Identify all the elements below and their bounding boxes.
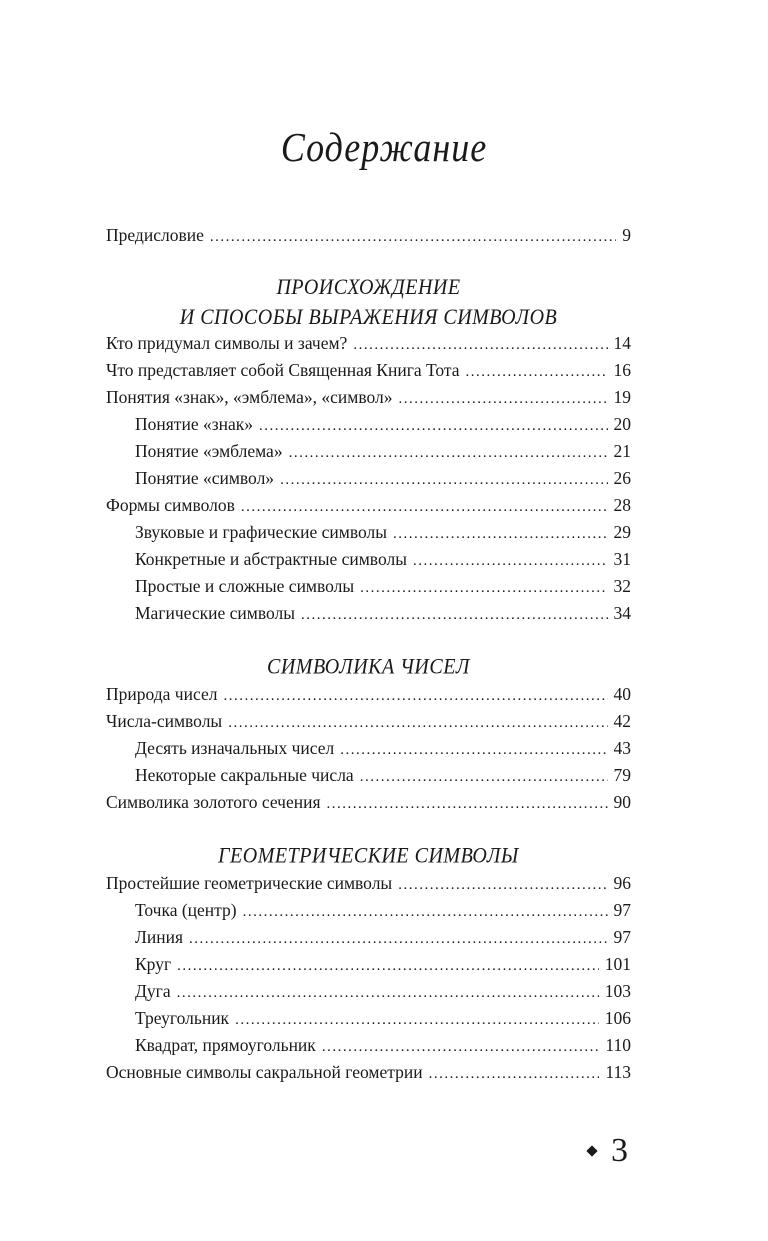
dot-leader <box>322 1034 600 1061</box>
toc-entry[interactable] <box>106 357 631 384</box>
toc-entry-label: Понятие «символ» <box>135 468 275 488</box>
toc-entry-label: Звуковые и графические символы <box>135 522 387 542</box>
toc-subentry[interactable] <box>106 438 631 465</box>
toc-entry-page: 14 <box>613 333 631 353</box>
toc-entry-label: Понятия «знак», «эмблема», «символ» <box>106 387 393 407</box>
dot-leader <box>340 737 607 764</box>
toc-entry[interactable] <box>106 708 631 735</box>
toc-entry-label: Кто придумал символы и зачем? <box>106 333 348 353</box>
toc-entry-label: Дуга <box>135 981 171 1001</box>
toc-subentry[interactable] <box>106 978 631 1005</box>
toc-entry-label: Простейшие геометрические символы <box>106 873 393 893</box>
page-number-value: 3 <box>611 1132 628 1169</box>
toc-entry-label: Природа чисел <box>106 684 218 704</box>
toc-entry-label: Что представляет собой Священная Книга Тота <box>106 360 460 380</box>
toc-entry-label: Точка (центр) <box>135 900 237 920</box>
toc-entry-label: Числа-символы <box>106 711 223 731</box>
toc-entry[interactable] <box>106 681 631 708</box>
toc-entry-label: Квадрат, прямоугольник <box>135 1035 316 1055</box>
dot-leader <box>177 980 599 1007</box>
dot-leader <box>228 710 607 737</box>
toc-entry-label: Основные символы сакральной геометрии <box>106 1062 423 1082</box>
toc-entry-page: 43 <box>613 738 631 758</box>
toc-subentry[interactable] <box>106 411 631 438</box>
dot-leader <box>360 764 608 791</box>
toc-entry-page: 101 <box>604 954 631 974</box>
toc-entry-page: 19 <box>613 387 631 407</box>
toc-entry-page: 26 <box>613 468 631 488</box>
dot-leader <box>360 575 607 602</box>
dot-leader <box>241 494 608 521</box>
toc-entry-page: 21 <box>613 441 631 461</box>
dot-leader <box>259 413 607 440</box>
toc-entry[interactable] <box>106 492 631 519</box>
toc-entry-page: 34 <box>613 603 631 623</box>
toc-entry-label: Символика золотого сечения <box>106 792 321 812</box>
toc-entry-label: Десять изначальных чисел <box>135 738 335 758</box>
dot-leader <box>280 467 607 494</box>
toc-entry-label: Формы символов <box>106 495 235 515</box>
toc-entry-label: Линия <box>135 927 184 947</box>
dot-leader <box>353 332 607 359</box>
section-heading-line: И СПОСОБЫ ВЫРАЖЕНИЯ СИМВОЛОВ <box>179 305 558 330</box>
dot-leader <box>393 521 608 548</box>
toc-entry-label: Простые и сложные символы <box>135 576 355 596</box>
toc-entry-page: 113 <box>605 1062 631 1082</box>
section-heading-origin <box>106 273 631 332</box>
toc-entry-page: 96 <box>613 873 631 893</box>
toc-entry-label: Предисловие <box>106 225 204 245</box>
dot-leader <box>327 791 608 818</box>
toc-entry-label: Магические символы <box>135 603 296 623</box>
toc-entry-page: 20 <box>613 414 631 434</box>
toc-subentry[interactable] <box>106 951 631 978</box>
toc-subentry[interactable] <box>106 735 631 762</box>
section-heading-numbers <box>106 653 631 683</box>
dot-leader <box>289 440 608 467</box>
toc-subentry[interactable] <box>106 762 631 789</box>
toc-subentry[interactable] <box>106 600 631 627</box>
toc-subentry[interactable] <box>106 1005 631 1032</box>
toc-entry-page: 110 <box>605 1035 631 1055</box>
toc-entry-label: Некоторые сакральные числа <box>135 765 354 785</box>
toc-entry-page: 97 <box>613 900 631 920</box>
toc-entry-page: 16 <box>613 360 631 380</box>
dot-leader <box>223 683 607 710</box>
toc-entry[interactable] <box>106 870 631 897</box>
dot-leader <box>399 386 608 413</box>
dot-leader <box>466 359 608 386</box>
dot-leader <box>301 602 607 629</box>
toc-entry-label: Треугольник <box>135 1008 230 1028</box>
toc-entry[interactable] <box>106 384 631 411</box>
toc-subentry[interactable] <box>106 465 631 492</box>
toc-subentry[interactable] <box>106 1032 631 1059</box>
toc-subentry[interactable] <box>106 573 631 600</box>
toc-entry-page: 40 <box>613 684 631 704</box>
dot-leader <box>235 1007 599 1034</box>
toc-entry-page: 9 <box>622 225 631 245</box>
dot-leader <box>429 1061 600 1088</box>
toc-entry-page: 28 <box>613 495 631 515</box>
toc-entry[interactable] <box>106 330 631 357</box>
toc-entry-page: 97 <box>613 927 631 947</box>
dot-leader <box>413 548 608 575</box>
toc-subentry[interactable] <box>106 924 631 951</box>
dot-leader <box>398 872 607 899</box>
section-heading-line: ПРОИСХОЖДЕНИЕ <box>276 275 461 300</box>
toc-entry-label: Конкретные и абстрактные символы <box>135 549 407 569</box>
toc-entry-page: 103 <box>604 981 631 1001</box>
dot-leader <box>210 224 616 251</box>
section-heading-line: СИМВОЛИКА ЧИСЕЛ <box>267 654 470 680</box>
toc-entry-page: 42 <box>613 711 631 731</box>
toc-entry-page: 31 <box>613 549 631 569</box>
toc-entry-label: Круг <box>135 954 172 974</box>
table-of-contents <box>106 222 631 1086</box>
dot-leader <box>189 926 607 953</box>
toc-entry-label: Понятие «эмблема» <box>135 441 283 461</box>
page-number <box>588 1134 628 1168</box>
toc-entry-page: 90 <box>613 792 631 812</box>
page-title: Содержание <box>280 124 488 170</box>
toc-entry-preface[interactable] <box>106 222 631 249</box>
section-heading-line: ГЕОМЕТРИЧЕСКИЕ СИМВОЛЫ <box>218 843 519 869</box>
toc-entry[interactable] <box>106 1059 631 1086</box>
toc-subentry[interactable] <box>106 519 631 546</box>
toc-entry-page: 106 <box>604 1008 631 1028</box>
toc-entry[interactable] <box>106 789 631 816</box>
dot-leader <box>177 953 599 980</box>
toc-entry-label: Понятие «знак» <box>135 414 254 434</box>
diamond-bullet-icon <box>586 1145 597 1156</box>
section-heading-geometry <box>106 842 631 872</box>
toc-subentry[interactable] <box>106 546 631 573</box>
toc-subentry[interactable] <box>106 897 631 924</box>
toc-entry-page: 79 <box>613 765 631 785</box>
toc-entry-page: 29 <box>613 522 631 542</box>
toc-entry-page: 32 <box>613 576 631 596</box>
dot-leader <box>243 899 608 926</box>
